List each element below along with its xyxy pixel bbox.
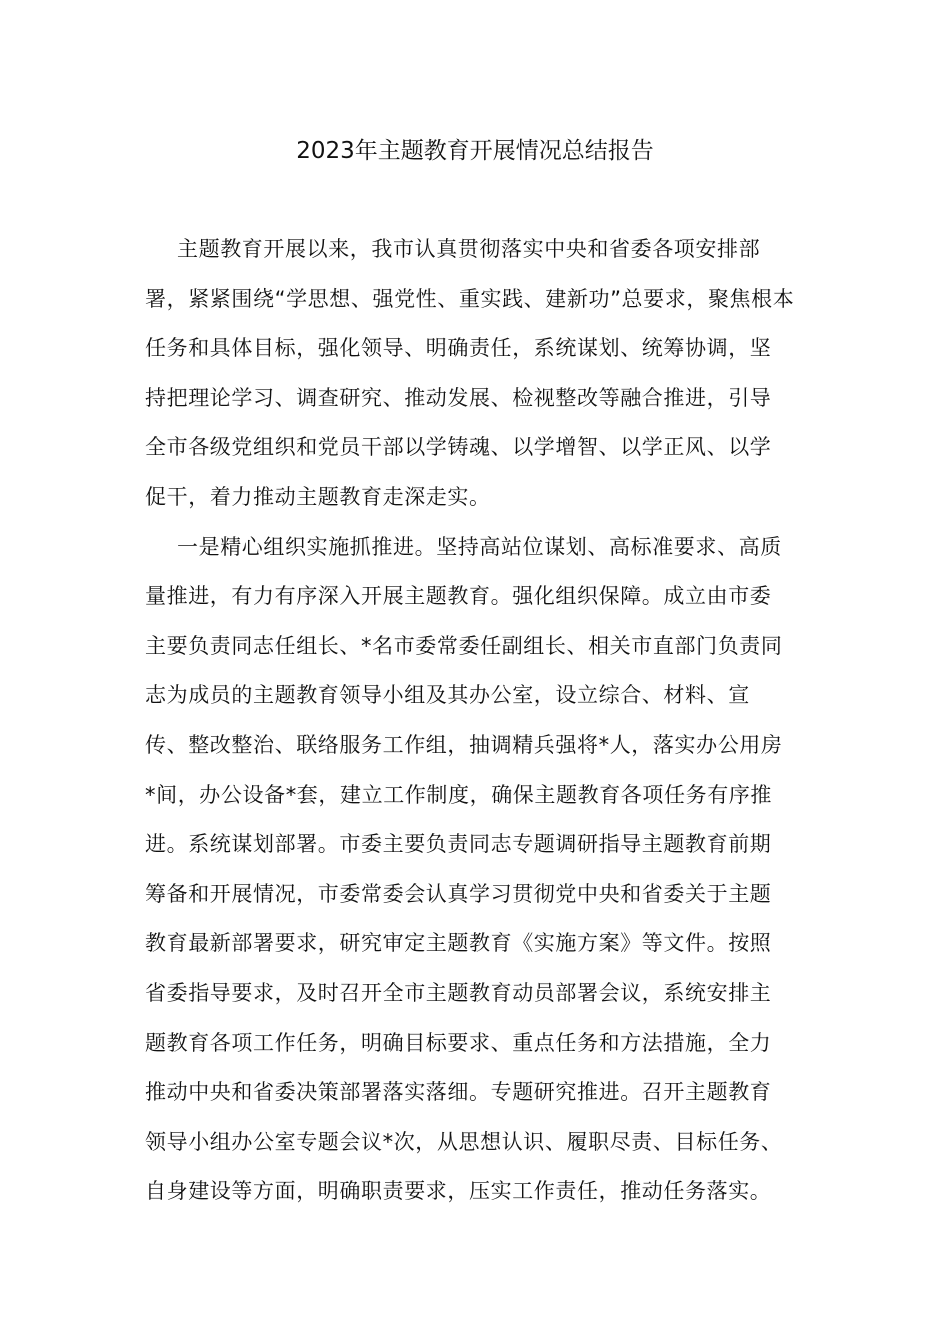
text-line: 进。系统谋划部署。市委主要负责同志专题调研指导主题教育前期 [145,832,772,857]
text-line: *间，办公设备*套，建立工作制度，确保主题教育各项任务有序推 [145,782,772,807]
text-line: 教育最新部署要求，研究审定主题教育《实施方案》等文件。按照 [145,931,772,956]
text-line: 主题教育开展以来，我市认真贯彻落实中央和省委各项安排部 [177,237,761,261]
text-line: 志为成员的主题教育领导小组及其办公室，设立综合、材料、宣 [145,683,750,708]
text-line: 传、整改整治、联络服务工作组，抽调精兵强将*人，落实办公用房 [145,732,783,757]
text-line: 全市各级党组织和党员干部以学铸魂、以学增智、以学正风、以学 [145,435,772,460]
text-line: 持把理论学习、调查研究、推动发展、检视整改等融合推进，引导 [145,385,772,410]
text-line: 筹备和开展情况，市委常委会认真学习贯彻党中央和省委关于主题 [145,881,772,906]
text-line: 促干，着力推动主题教育走深走实。 [145,484,491,509]
document-title: 2023年主题教育开展情况总结报告 [296,138,654,164]
text-line: 署，紧紧围绕“学思想、强党性、重实践、建新功”总要求，聚焦根本 [145,286,795,311]
text-line: 量推进，有力有序深入开展主题教育。强化组织保障。成立由市委 [145,584,772,609]
paragraph-1 [145,225,807,523]
text-line: 题教育各项工作任务，明确目标要求、重点任务和方法措施，全力 [145,1030,772,1055]
text-line: 主要负责同志任组长、*名市委常委任副组长、相关市直部门负责同 [145,633,783,658]
text-line: 推动中央和省委决策部署落实落细。专题研究推进。召开主题教育 [145,1080,772,1105]
document-body [145,225,807,1217]
paragraph-2 [145,523,807,1217]
text-line: 任务和具体目标，强化领导、明确责任，系统谋划、统筹协调，坚 [145,336,772,361]
text-line: 领导小组办公室专题会议*次，从思想认识、履职尽责、目标任务、 [145,1129,783,1154]
text-line: 自身建设等方面，明确职责要求，压实工作责任，推动任务落实。 [145,1179,772,1204]
text-line: 省委指导要求，及时召开全市主题教育动员部署会议，系统安排主 [145,980,772,1005]
text-line: 一是精心组织实施抓推进。坚持高站位谋划、高标准要求、高质 [177,534,782,559]
